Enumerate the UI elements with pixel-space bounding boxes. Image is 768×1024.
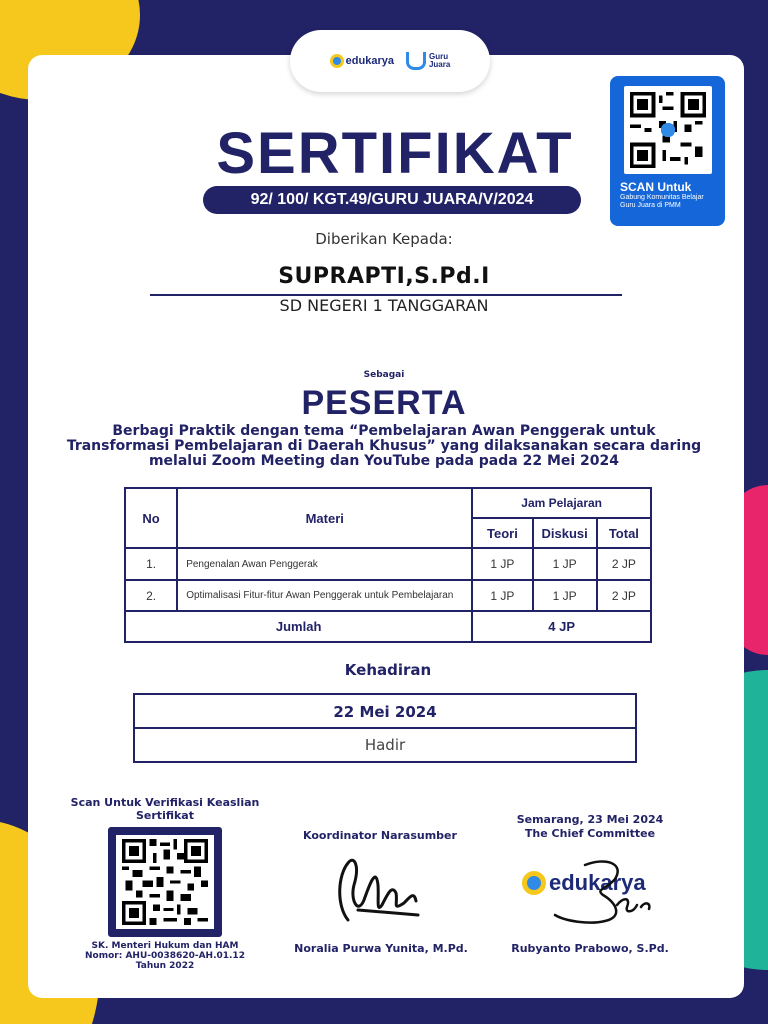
qr-promo-subtext: Gabung Komunitas Belajar Guru Juara di PMM [620, 194, 704, 209]
event-description: Berbagi Praktik dengan tema “Pembelajaran Awan Penggerak untuk Transformasi Pembelajaran di Daerah Khusus” yang dilaksanakan secara daring melalui Zoom Meeting dan YouTube pada pada 22 Mei 2024 [66, 423, 702, 469]
coordinator-title: Koordinator Narasumber [303, 829, 457, 842]
sum-value: 4 JP [472, 611, 651, 642]
row-materi: Optimalisasi Fitur-fitur Awan Penggerak untuk Pembelajaran [177, 580, 472, 611]
col-header-no: No [125, 488, 177, 548]
edukarya-mark-icon [522, 871, 546, 895]
legal-registration [60, 941, 270, 971]
signing-place-date [490, 813, 690, 841]
guru-juara-text-2: Juara [428, 60, 451, 69]
row-total: 2 JP [597, 548, 651, 580]
guru-juara-text-1: Guru [428, 52, 449, 61]
edukarya-logo [330, 54, 394, 68]
chief-committee-title: The Chief Committee [524, 827, 656, 840]
materials-table [124, 487, 652, 643]
as-label: Sebagai [363, 370, 405, 380]
col-header-materi: Materi [177, 488, 472, 548]
chief-name: Rubyanto Prabowo, S.Pd. [511, 942, 669, 955]
certificate-title: SERTIFIKAT [216, 121, 574, 186]
coordinator-name: Noralia Purwa Yunita, M.Pd. [294, 942, 468, 955]
qr-code-icon [120, 839, 210, 925]
row-no: 1. [125, 548, 177, 580]
guru-juara-mark-icon [406, 52, 426, 70]
place-date-text: Semarang, 23 Mei 2024 [516, 813, 664, 826]
row-total: 2 JP [597, 580, 651, 611]
col-header-diskusi: Diskusi [533, 518, 597, 548]
verification-title: Scan Untuk Verifikasi Keaslian Sertifikat [70, 796, 260, 822]
edukarya-stamp-text: edukarya [549, 870, 646, 895]
verification-qr-code[interactable] [108, 827, 222, 937]
edukarya-mark-icon [330, 54, 344, 68]
sk-line-2: Nomor: AHU-0038620-AH.01.12 [85, 951, 245, 961]
sum-label: Jumlah [125, 611, 472, 642]
row-materi: Pengenalan Awan Penggerak [177, 548, 472, 580]
row-teori: 1 JP [472, 548, 532, 580]
community-qr-code[interactable] [624, 86, 712, 174]
guru-juara-logo [406, 52, 450, 70]
attendance-status: Hadir [364, 736, 406, 754]
row-teori: 1 JP [472, 580, 532, 611]
col-header-total: Total [597, 518, 651, 548]
table-row [125, 580, 651, 611]
edukarya-logo-text: edukarya [345, 55, 394, 67]
coordinator-signature [318, 845, 438, 935]
table-sum-row [125, 611, 651, 642]
recipient-name: SUPRAPTI,S.Pd.I [278, 264, 490, 289]
sk-line-1: SK. Menteri Hukum dan HAM [91, 941, 239, 951]
row-diskusi: 1 JP [533, 580, 597, 611]
row-diskusi: 1 JP [533, 548, 597, 580]
certificate-number: 92/ 100/ KGT.49/GURU JUARA/V/2024 [203, 186, 581, 214]
given-to-label: Diberikan Kepada: [315, 230, 453, 248]
attendance-heading: Kehadiran [344, 661, 432, 679]
col-header-teori: Teori [472, 518, 532, 548]
recipient-school: SD NEGERI 1 TANGGARAN [279, 296, 489, 315]
partner-logos [290, 30, 490, 92]
attendance-table [133, 693, 637, 763]
table-row [125, 548, 651, 580]
qr-code-icon [630, 92, 706, 168]
qr-promo-heading: SCAN Untuk [620, 180, 692, 194]
community-qr-panel[interactable] [610, 76, 725, 226]
row-no: 2. [125, 580, 177, 611]
col-header-jam: Jam Pelajaran [472, 488, 651, 518]
role-title: PESERTA [301, 384, 467, 422]
attendance-date: 22 Mei 2024 [135, 695, 635, 729]
chief-signature [545, 855, 665, 935]
sk-line-3: Tahun 2022 [135, 961, 195, 971]
